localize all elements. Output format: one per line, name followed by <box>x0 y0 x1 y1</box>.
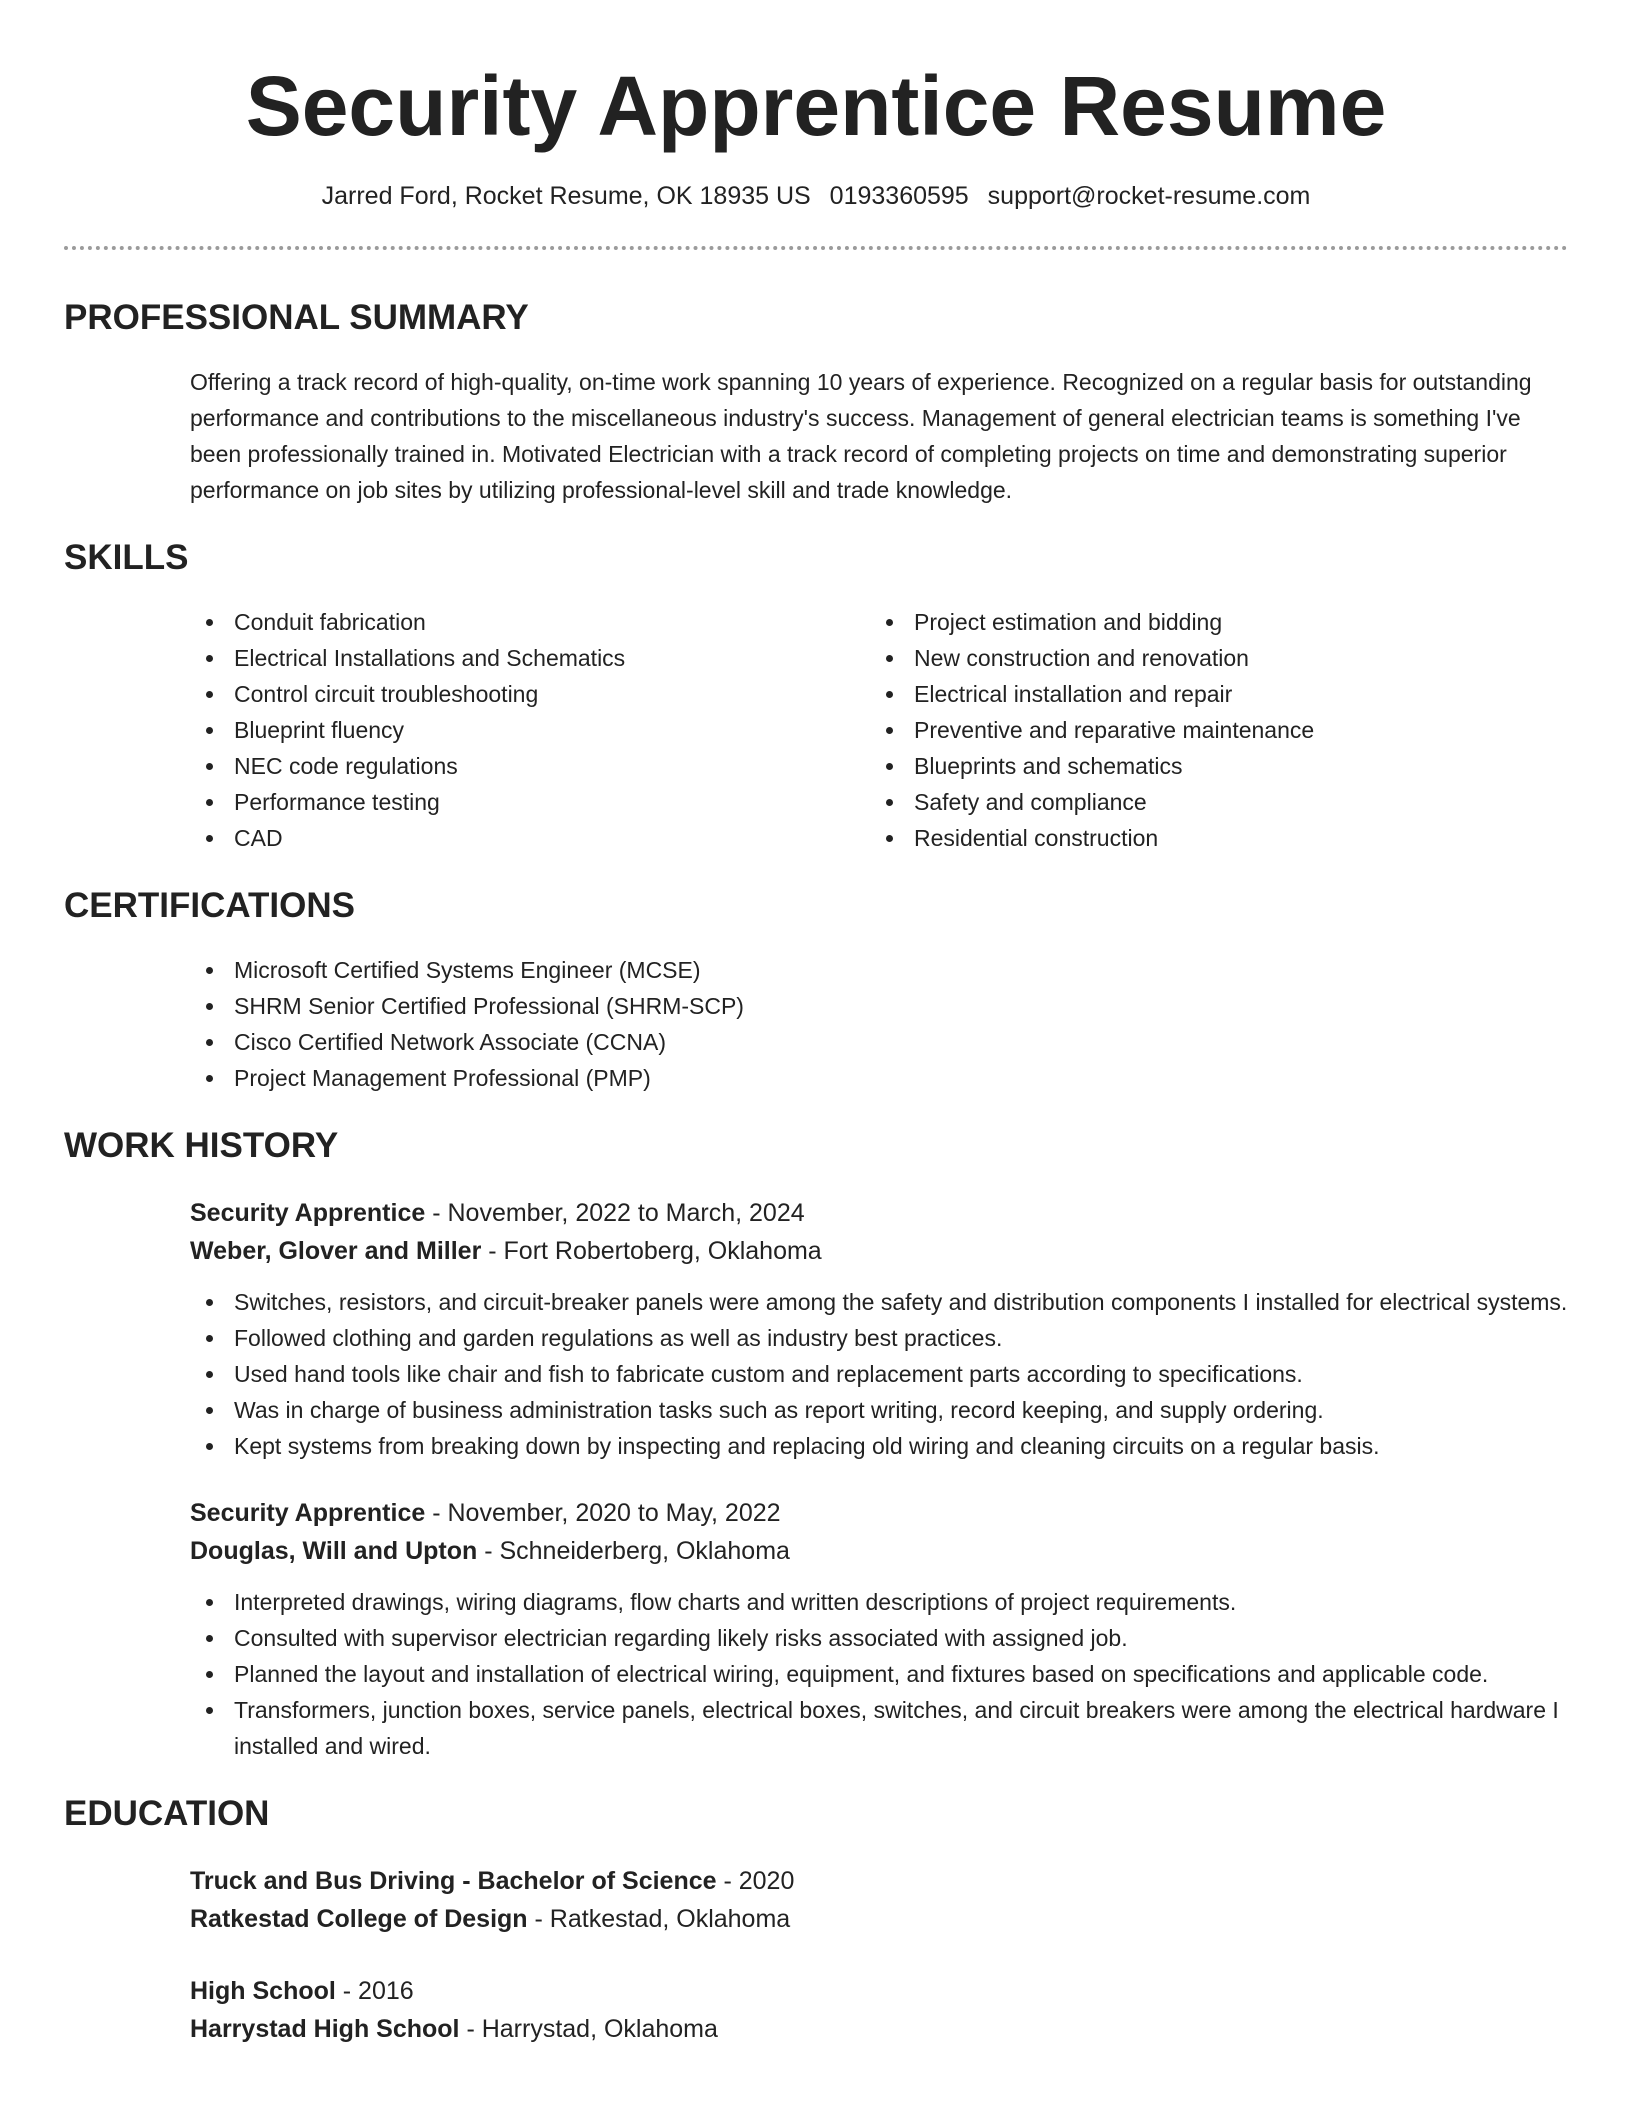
job-bullet: Interpreted drawings, wiring diagrams, flow charts and written descriptions of project requirements. <box>190 1584 1568 1620</box>
page-title: Security Apprentice Resume <box>245 59 1387 153</box>
education-year: - 2016 <box>335 1977 414 2005</box>
job-bullet: Switches, resistors, and circuit-breaker panels were among the safety and distribution components I installed for electrical systems. <box>190 1284 1568 1320</box>
certifications-list <box>64 952 1568 1096</box>
job-location: - Fort Robertoberg, Oklahoma <box>481 1237 822 1265</box>
work-history-heading: WORK HISTORY <box>64 1126 339 1165</box>
skill-item: Safety and compliance <box>870 784 1550 820</box>
certification-item: Microsoft Certified Systems Engineer (MCSE) <box>190 952 1568 988</box>
job-bullet: Followed clothing and garden regulations as well as industry best practices. <box>190 1320 1568 1356</box>
job-entry-1 <box>64 1194 1568 1464</box>
job-company: Weber, Glover and Miller <box>190 1237 482 1265</box>
skill-item: Project estimation and bidding <box>870 604 1550 640</box>
job-bullet: Planned the layout and installation of electrical wiring, equipment, and fixtures based on specifications and applicable code. <box>190 1656 1568 1692</box>
contact-email: support@rocket-resume.com <box>987 182 1311 210</box>
education-location: - Harrystad, Oklahoma <box>459 2015 718 2043</box>
skill-item: Residential construction <box>870 820 1550 856</box>
education-year: - 2020 <box>716 1867 795 1895</box>
job-company-line <box>190 1532 1568 1570</box>
education-school: Ratkestad College of Design <box>190 1905 528 1933</box>
skills-heading: SKILLS <box>64 538 189 577</box>
education-school: Harrystad High School <box>190 2015 460 2043</box>
skill-item: CAD <box>190 820 870 856</box>
certifications-heading: CERTIFICATIONS <box>64 886 356 925</box>
job-company: Douglas, Will and Upton <box>190 1537 478 1565</box>
certification-item: SHRM Senior Certified Professional (SHRM-SCP) <box>190 988 1568 1024</box>
education-degree: Truck and Bus Driving - Bachelor of Science <box>190 1867 717 1895</box>
skill-item: Preventive and reparative maintenance <box>870 712 1550 748</box>
header-divider <box>64 246 1568 250</box>
job-title-line <box>190 1494 1568 1532</box>
summary-heading: PROFESSIONAL SUMMARY <box>64 298 529 337</box>
skill-item: Conduit fabrication <box>190 604 870 640</box>
job-bullets <box>190 1584 1568 1764</box>
skill-item: Performance testing <box>190 784 870 820</box>
education-entry-1 <box>64 1862 1568 1938</box>
education-degree: High School <box>190 1977 336 2005</box>
skill-item: Control circuit troubleshooting <box>190 676 870 712</box>
summary-text: Offering a track record of high-quality, on-time work spanning 10 years of experience. Recognized on a regular basis for outstanding performance and contributions to the miscellaneous industry's success. Management of general electrician teams is something I've been professionally trained in. Motivated Electrician with a track record of completing projects on time and demonstrating superior performance on job sites by utilizing professional-level skill and trade knowledge. <box>190 369 1532 503</box>
skills-list-right <box>870 604 1550 856</box>
education-degree-line <box>190 1862 1568 1900</box>
certification-item: Project Management Professional (PMP) <box>190 1060 1568 1096</box>
job-title-line <box>190 1194 1568 1232</box>
skills-section <box>64 604 1568 856</box>
skills-list-left <box>190 604 870 856</box>
summary-section <box>64 364 1568 508</box>
education-heading: EDUCATION <box>64 1794 270 1833</box>
education-entry-2 <box>64 1972 1568 2048</box>
contact-line <box>64 180 1568 212</box>
job-entry-2 <box>64 1494 1568 1764</box>
education-degree-line <box>190 1972 1568 2010</box>
job-bullet: Transformers, junction boxes, service panels, electrical boxes, switches, and circuit breakers were among the electrical hardware I installed and wired. <box>190 1692 1568 1764</box>
job-title: Security Apprentice <box>190 1499 426 1527</box>
skill-item: Blueprints and schematics <box>870 748 1550 784</box>
skill-item: Electrical Installations and Schematics <box>190 640 870 676</box>
job-company-line <box>190 1232 1568 1270</box>
job-bullet: Kept systems from breaking down by inspecting and replacing old wiring and cleaning circuits on a regular basis. <box>190 1428 1568 1464</box>
job-bullet: Consulted with supervisor electrician regarding likely risks associated with assigned job. <box>190 1620 1568 1656</box>
education-school-line <box>190 1900 1568 1938</box>
skill-item: Electrical installation and repair <box>870 676 1550 712</box>
certification-item: Cisco Certified Network Associate (CCNA) <box>190 1024 1568 1060</box>
job-dates: - November, 2020 to May, 2022 <box>425 1499 781 1527</box>
education-location: - Ratkestad, Oklahoma <box>527 1905 791 1933</box>
skill-item: Blueprint fluency <box>190 712 870 748</box>
job-bullets <box>190 1284 1568 1464</box>
skill-item: New construction and renovation <box>870 640 1550 676</box>
job-bullet: Was in charge of business administration tasks such as report writing, record keeping, and supply ordering. <box>190 1392 1568 1428</box>
contact-address: Jarred Ford, Rocket Resume, OK 18935 US <box>321 182 811 210</box>
resume-page <box>64 0 1568 2048</box>
contact-phone: 0193360595 <box>829 182 969 210</box>
job-title: Security Apprentice <box>190 1199 426 1227</box>
skill-item: NEC code regulations <box>190 748 870 784</box>
education-school-line <box>190 2010 1568 2048</box>
job-location: - Schneiderberg, Oklahoma <box>477 1537 790 1565</box>
job-dates: - November, 2022 to March, 2024 <box>425 1199 805 1227</box>
job-bullet: Used hand tools like chair and fish to fabricate custom and replacement parts according to specifications. <box>190 1356 1568 1392</box>
